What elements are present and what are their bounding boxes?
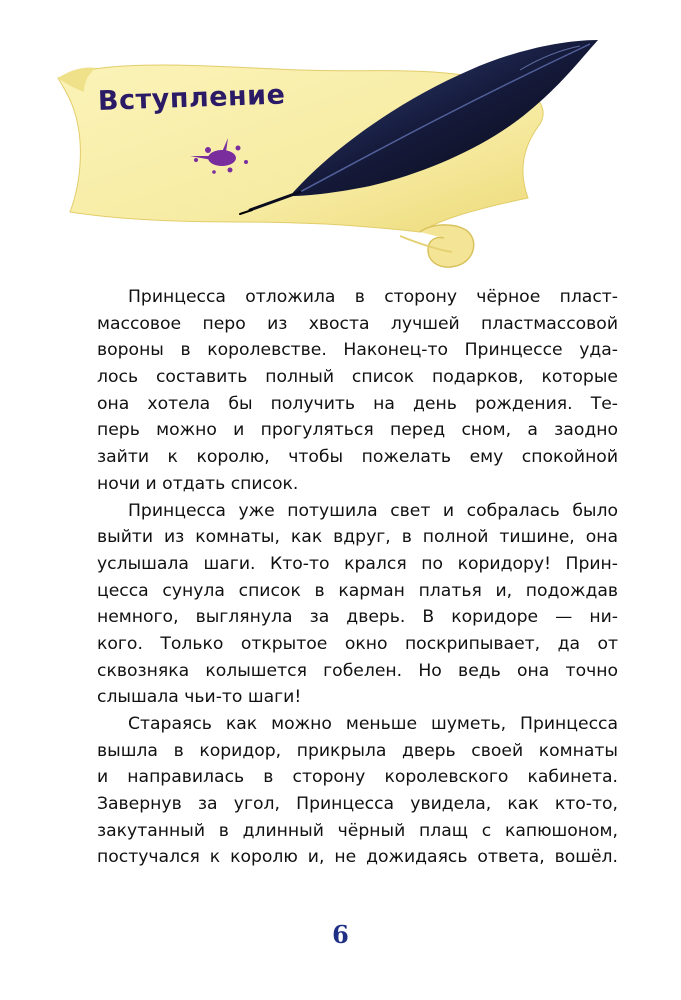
- text-line: выйти из комнаты, как вдруг, в полной тишине, она: [97, 527, 618, 548]
- paragraph: [97, 498, 618, 712]
- text-line: цесса сунула список в карман платья и, подождав: [97, 580, 618, 601]
- text-line: закутанный в длинный чёрный плащ с капюшоном,: [97, 820, 618, 841]
- text-line: лось составить полный список подарков, которые: [97, 367, 618, 388]
- body-text: [97, 284, 618, 871]
- header-illustration: [0, 0, 681, 285]
- text-line: вышла в коридор, прикрыла дверь своей комнаты: [97, 740, 618, 761]
- text-line: массовое перо из хвоста лучшей пластмассовой: [97, 313, 618, 334]
- text-line: вороны в королевстве. Наконец-то Принцессе уда-: [97, 340, 618, 361]
- text-line: она хотела бы получить на день рождения. Те-: [97, 393, 618, 414]
- text-line: постучался к королю и, не дожидаясь ответа, вошёл.: [97, 847, 618, 868]
- text-line: Принцесса уже потушила свет и собралась было: [128, 500, 618, 521]
- text-line: услышала шаги. Кто-то крался по коридору! Прин-: [97, 553, 618, 574]
- text-line: и направилась в сторону королевского кабинета.: [97, 767, 618, 788]
- text-line: перь можно и прогуляться перед сном, а заодно: [97, 420, 618, 441]
- text-line: немного, выглянула за дверь. В коридоре — ни-: [97, 607, 618, 628]
- chapter-title: Вступление: [97, 79, 286, 117]
- text-line: зайти к королю, чтобы пожелать ему спокойной: [97, 447, 618, 468]
- paragraph: [97, 284, 618, 498]
- text-line: сквозняка колышется гобелен. Но ведь она точно: [97, 660, 618, 681]
- text-line: ночи и отдать список.: [97, 473, 299, 494]
- text-line: Стараясь как можно меньше шуметь, Принцесса: [128, 714, 618, 734]
- page-number: 6: [332, 920, 349, 949]
- paragraph: [97, 711, 618, 871]
- text-line: Принцесса отложила в сторону чёрное пласт-: [128, 287, 618, 307]
- text-line: слышала чьи-то шаги!: [97, 687, 302, 708]
- text-line: Завернув за угол, Принцесса увидела, как кто-то,: [97, 794, 618, 815]
- text-line: кого. Только открытое окно поскрипывает, да от: [97, 633, 618, 654]
